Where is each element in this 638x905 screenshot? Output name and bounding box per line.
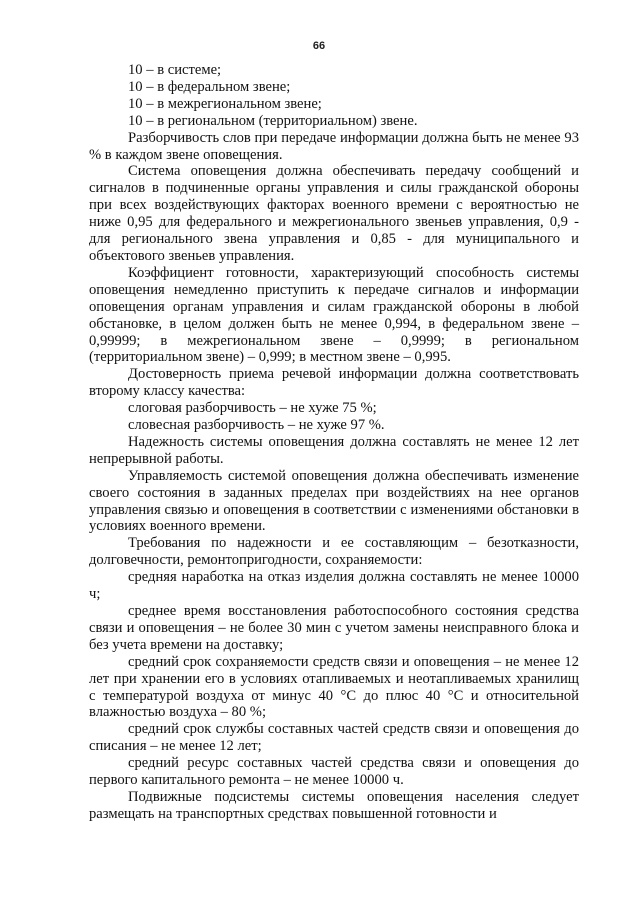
- list-item-mtbf: средняя наработка на отказ изделия должна составлять не менее 10000 ч;: [89, 569, 579, 603]
- list-item-service-life: средний срок службы составных частей средств связи и оповещения до списания – не менее 12 лет;: [89, 721, 579, 755]
- list-item-interregional: 10 – в межрегиональном звене;: [128, 95, 322, 112]
- paragraph-speech-reliability: Достоверность приема речевой информации должна соответствовать второму классу качества:: [89, 366, 579, 400]
- paragraph-mobile-subsystems: Подвижные подсистемы системы оповещения населения следует размещать на транспортных средствах повышенной готовности и: [89, 788, 579, 822]
- paragraph-intelligibility: Разборчивость слов при передаче информации должна быть не менее 93 % в каждом звене оповещения.: [89, 129, 579, 163]
- list-item-federal: 10 – в федеральном звене;: [128, 78, 291, 95]
- body-text: [89, 62, 579, 823]
- list-item-syllable-intelligibility: слоговая разборчивость – не хуже 75 %;: [128, 400, 377, 417]
- list-item-system: 10 – в системе;: [128, 62, 222, 78]
- paragraph-controllability: Управляемость системой оповещения должна обеспечивать изменение своего состояния в заданных пределах при воздействиях на нее органов управления связью и оповещения в соответствии с изменениями обстановки в условиях военного времени.: [89, 467, 579, 535]
- page-number: 66: [312, 40, 326, 52]
- list-item-regional: 10 – в региональном (территориальном) звене.: [128, 112, 418, 129]
- paragraph-notification-system: Система оповещения должна обеспечивать передачу сообщений и сигналов в подчиненные органы управления и силы гражданской обороны при всех воздействующих факторах военного времени с вероятностью не ниже 0,95 для федерального и межрегионального звеньев управления, 0,9 - для регионального звена управления и 0,85 - для муниципального и объектового звеньев управления.: [89, 163, 579, 264]
- list-item-resource: средний ресурс составных частей средства связи и оповещения до первого капитального ремонта – не менее 10000 ч.: [89, 755, 579, 789]
- list-item-storage-life: средний срок сохраняемости средств связи и оповещения – не менее 12 лет при хранении его в условиях отапливаемых и неотапливаемых хранилищ с температурой воздуха от минус 40 °С до плюс 40 °С и относительной влажностью воздуха – 80 %;: [89, 653, 579, 721]
- list-item-word-intelligibility: словесная разборчивость – не хуже 97 %.: [128, 417, 385, 434]
- paragraph-availability-coefficient: Коэффициент готовности, характеризующий способность системы оповещения немедленно приступить к передаче сигналов и информации оповещения органам управления и силам гражданской обороны в любой обстановке, в целом должен быть не менее 0,994, в федеральном звене – 0,99999; в межрегиональном звене – 0,9999; в региональном (территориальном звене) – 0,999; в местном звене – 0,995.: [89, 264, 579, 366]
- paragraph-reliability-requirements: Требования по надежности и ее составляющим – безотказности, долговечности, ремонтопригодности, сохраняемости:: [89, 535, 579, 569]
- list-item-recovery-time: среднее время восстановления работоспособного состояния средства связи и оповещения – не более 30 мин с учетом замены неисправного блока и без учета времени на доставку;: [89, 603, 579, 653]
- paragraph-system-reliability: Надежность системы оповещения должна составлять не менее 12 лет непрерывной работы.: [89, 433, 579, 467]
